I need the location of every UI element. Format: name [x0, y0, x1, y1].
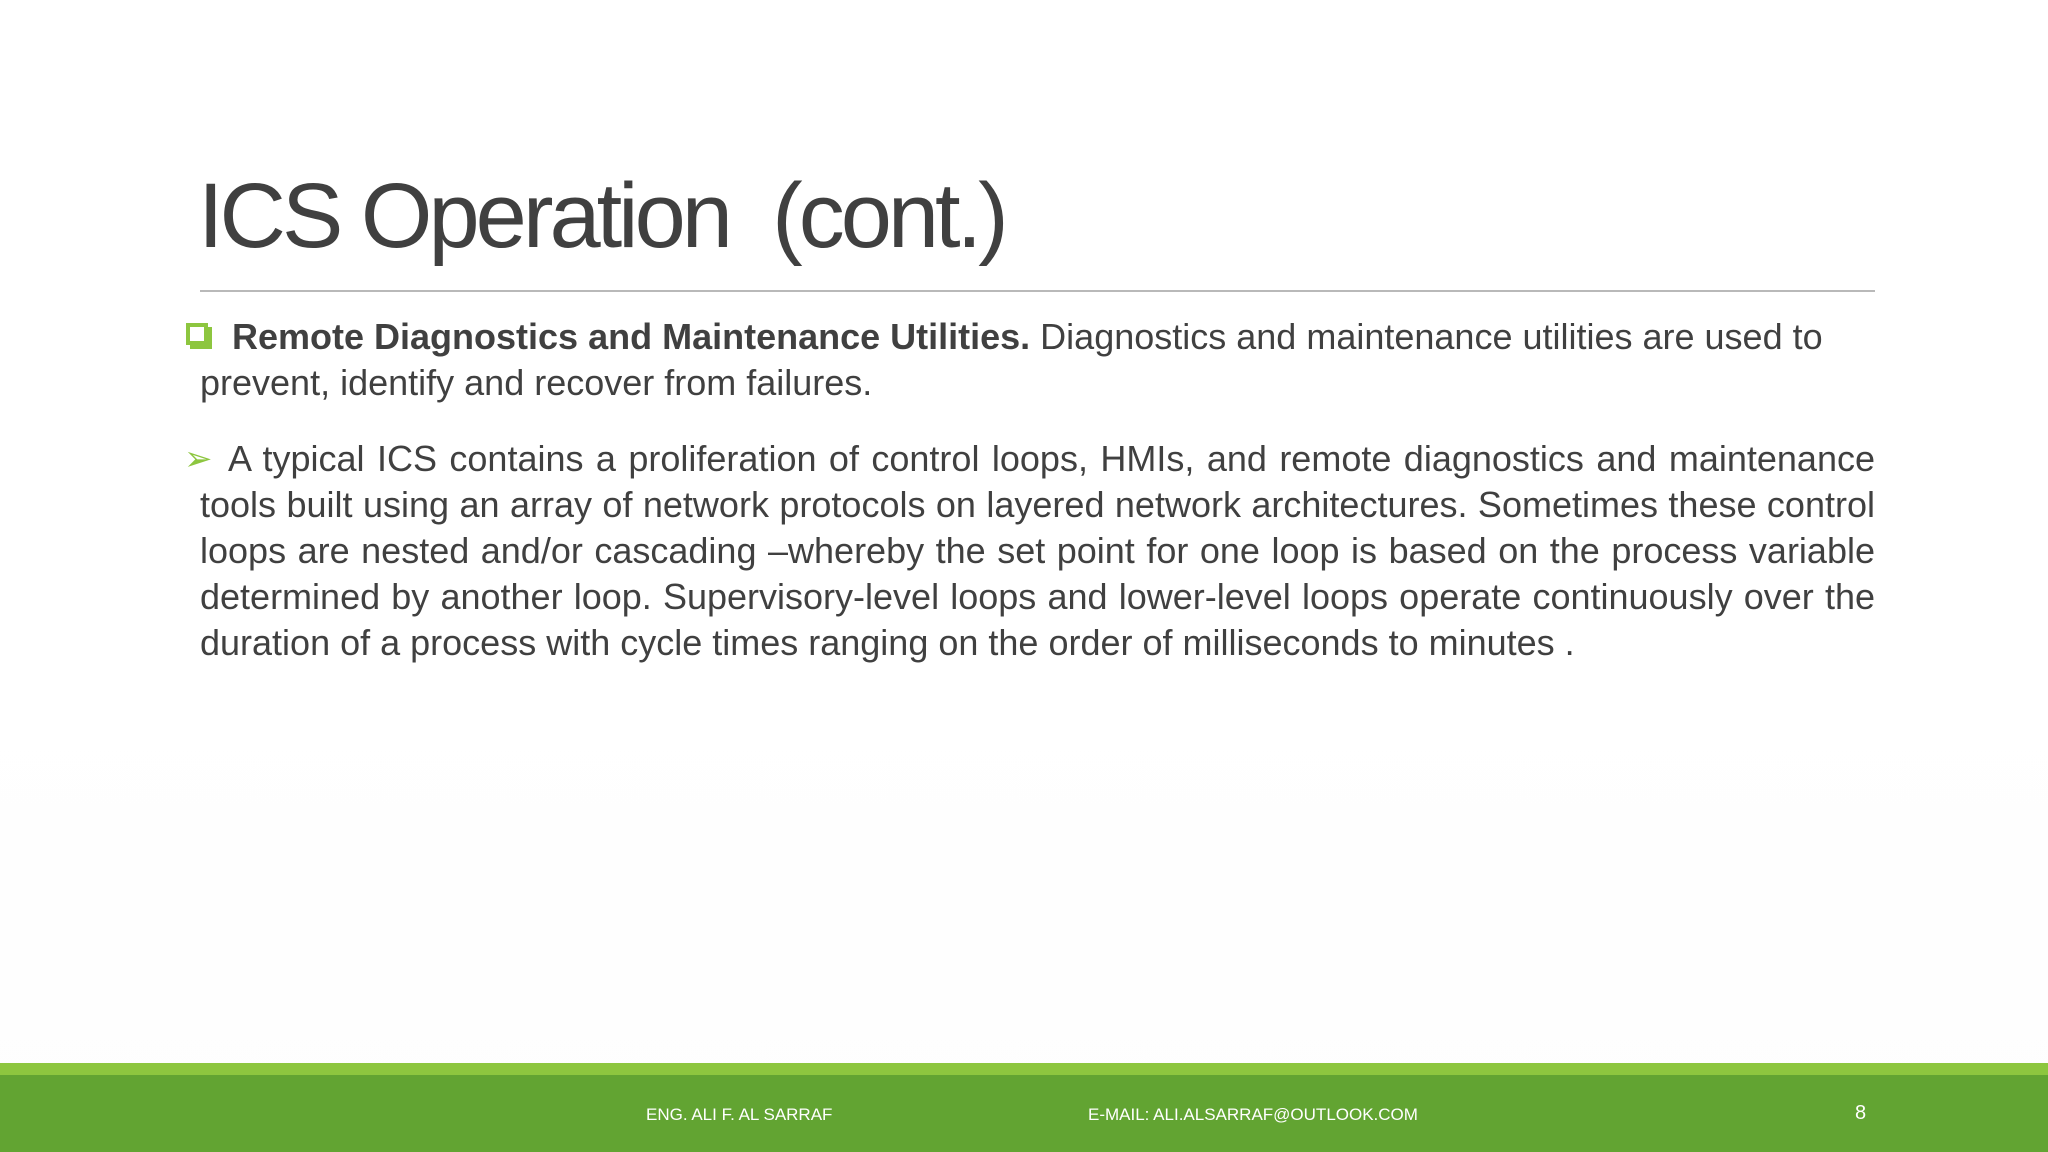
bullet-typical-ics [184, 436, 1875, 666]
title-divider [200, 290, 1875, 292]
square-bullet-icon [186, 323, 208, 345]
bullet-text: Diagnostics and maintenance utilities are used to prevent, identify and recover from failures. [200, 316, 1823, 403]
footer-email: E-MAIL: ALI.ALSARRAF@OUTLOOK.COM [1088, 1105, 1418, 1124]
bullet-remote-diagnostics [200, 314, 1875, 406]
arrow-bullet-icon: ➢ [184, 440, 213, 478]
page-number: 8 [1855, 1102, 1867, 1124]
slide-title: ICS Operation (cont.) [198, 165, 1005, 267]
footer-author: ENG. ALI F. AL SARRAF [646, 1105, 833, 1124]
bullet-text: A typical ICS contains a proliferation of control loops, HMIs, and remote diagnostics and maintenance tools built using an array of network protocols on layered network architectures. Sometimes these control loops are nested and/or cascading –whereby the set point for one loop is based on the process variable determined by another loop. Supervisory-level loops and lower-level loops operate continuously over the duration of a process with cycle times ranging on the order of milliseconds to minutes . [200, 438, 1875, 663]
footer-accent-stripe [0, 1063, 2048, 1075]
footer [0, 1075, 2048, 1152]
bullet-heading: Remote Diagnostics and Maintenance Utilities. [232, 316, 1031, 357]
slide-content [184, 314, 1875, 666]
